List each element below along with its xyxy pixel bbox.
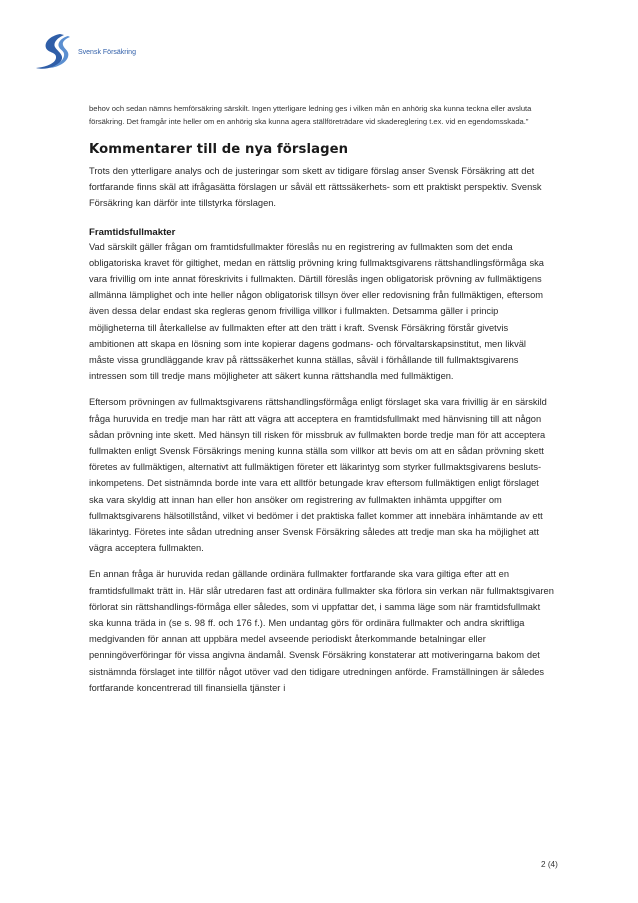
body-paragraph: En annan fråga är huruvida redan gällande ordinära fullmakter fortfarande ska vara giltiga efter att en framtidsfullmakt trätt in. Här slår utredaren fast att ordinära fullmakter ska förlora sin verkan när fullmaktsgivaren förlorat sin rättshandlings-förmåga eller således, som vi uppfattar det, i samma läge som när framtidsfullmakt ska kunna träda in (se s. 98 ff. och 176 f.). Men undantag görs för ordinära fullmakter och andra skriftliga medgivanden för annan att uppbära medel avseende periodiskt återkommande betalningar eller penningöverföringar för vissa angivna ändamål. Svensk Försäkring konstaterar att motiveringarna bakom det sistnämnda förslaget inte tillför något utöver vad den tidigare utredningen anförde. Framställningen är således fortfarande koncentrerad till finansiella tjänster i [89,569,554,693]
svensk-forsakring-logo-icon [30,32,78,72]
section-heading: Kommentarer till de nya förslagen [89,142,349,157]
main-content [89,102,554,706]
company-logo [30,32,190,72]
body-paragraph: Vad särskilt gäller frågan om framtidsfullmakter föreslås nu en registrering av fullmakten som det enda obligatoriska kravet för giltighet, medan en rättslig prövning kring fullmaktsgivarens rättshandlingsförmåga ska vara frivillig om inte annat föreskrivits i fullmakten. Därtill föreslås ingen obligatorisk prövning av fullmäktigens allmänna lämplighet och inte heller någon obligatorisk tillsyn över eller redovisning från fullmäktigen, eftersom även dessa delar endast ska regleras genom frivilliga villkor i fullmakten. Detsamma gäller i princip möjligheterna till återkallelse av fullmakten efter att den trätt i kraft. Svensk Försäkring förstår givetvis ambitionen att skapa en lösning som inte kopierar dagens godmans- och förvaltarskapsinstitut, men likväl måste vissa grundläggande krav på rättssäkerhet kunna ställas, såväl i förhållande till fullmaktsgivarens intressen som till tredje mans möjligheter att säkert kunna rättshandla med fullmäktigen. [89,241,544,382]
body-paragraph: Eftersom prövningen av fullmaktsgivarens rättshandlingsförmåga enligt förslaget ska vara frivillig är en särskild fråga huruvida en tredje man har rätt att vägra att acceptera en framtidsfullmakt med hänvisning till att någon sådan prövning inte skett. Med hänsyn till risken för missbruk av fullmakten borde tredje man för att acceptera fullmakten enligt Svensk Försäkrings mening kunna ställa som villkor att bevis om att en sådan prövning skett företes av fullmäktigen, alternativt att fullmäktigen företer ett läkarintyg som styrker fullmaktsgivarens besluts-inkompetens. Det sistnämnda borde inte vara ett alltför betungade krav eftersom fullmäktigen enligt förslaget ska vara skyldig att innan han eller hon ansöker om registrering av fullmakten inhämta uppgifter om fullmaktsgivarens hälsotillstånd, vilket vi bedömer i det praktiska fallet kommer att innebära inhämtande av ett läkarintyg. Företes inte sådan utredning anser Svensk Försäkring således att tredje man ska ha möjlighet att vägra acceptera fullmakten. [89,397,547,554]
logo-wordmark: Svensk Försäkring [78,49,136,56]
page-number: 2 (4) [541,860,558,869]
subsection-heading: Framtidsfullmakter [89,226,176,238]
section-intro-paragraph: Trots den ytterligare analys och de justeringar som skett av tidigare förslag anser Svensk Försäkring att det fortfarande finns skäl att ifrågasätta förslagen ur såväl ett rättssäkerhets- som ett praktiskt perspektiv. Svensk Försäkring kan därför inte tillstyrka förslagen. [89,166,542,209]
quoted-paragraph: behov och sedan nämns hemförsäkring särskilt. Ingen ytterligare ledning ges i vilken mån en anhörig ska kunna teckna eller avsluta försäkring. Det framgår inte heller om en anhörig ska kunna agera ställföreträdare vid skadereglering t.ex. vid en egendomsskada.” [89,104,532,126]
